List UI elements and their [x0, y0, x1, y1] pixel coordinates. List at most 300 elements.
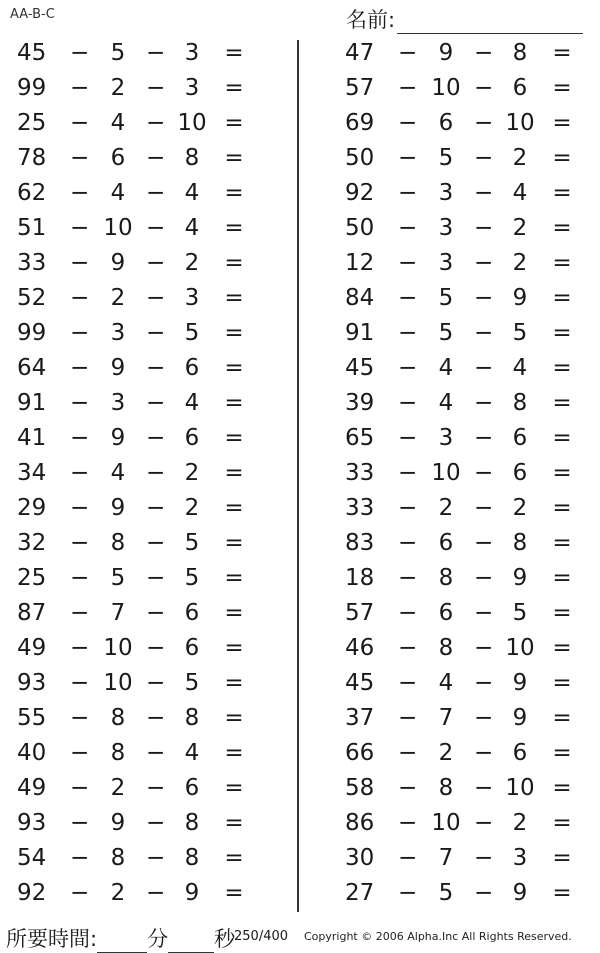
minuend: 27 — [345, 880, 375, 906]
equals-sign: = — [224, 810, 244, 836]
equals-sign: = — [224, 880, 244, 906]
second-subtrahend: 5 — [512, 320, 528, 346]
second-subtrahend: 2 — [512, 145, 528, 171]
first-subtrahend: 8 — [438, 635, 454, 661]
minuend: 99 — [17, 320, 47, 346]
minus-sign: − — [474, 110, 494, 136]
first-subtrahend: 5 — [438, 320, 454, 346]
first-subtrahend: 9 — [110, 810, 126, 836]
minuend: 99 — [17, 75, 47, 101]
left-problem-row — [0, 526, 280, 561]
right-problem-row — [328, 421, 600, 456]
second-subtrahend: 4 — [184, 740, 200, 766]
second-subtrahend: 9 — [512, 705, 528, 731]
equals-sign: = — [552, 635, 572, 661]
minus-sign: − — [398, 635, 418, 661]
minus-sign: − — [398, 145, 418, 171]
minuend: 87 — [17, 600, 47, 626]
equals-sign: = — [224, 145, 244, 171]
first-subtrahend: 10 — [103, 670, 133, 696]
equals-sign: = — [552, 145, 572, 171]
equals-sign: = — [552, 320, 572, 346]
equals-sign: = — [224, 705, 244, 731]
first-subtrahend: 6 — [438, 530, 454, 556]
second-subtrahend: 5 — [184, 565, 200, 591]
minus-sign: − — [474, 285, 494, 311]
minus-sign: − — [398, 355, 418, 381]
page-score: 250/400 — [234, 929, 289, 944]
equals-sign: = — [552, 75, 572, 101]
equals-sign: = — [552, 600, 572, 626]
minuend: 57 — [345, 600, 375, 626]
second-subtrahend: 10 — [505, 775, 535, 801]
minus-sign: − — [474, 145, 494, 171]
minuend: 57 — [345, 75, 375, 101]
minuend: 29 — [17, 495, 47, 521]
minus-sign: − — [398, 530, 418, 556]
right-problem-row — [328, 526, 600, 561]
left-problem-row — [0, 456, 280, 491]
second-subtrahend: 3 — [184, 285, 200, 311]
name-blank-line[interactable] — [397, 13, 583, 34]
minuend: 91 — [17, 390, 47, 416]
second-subtrahend: 2 — [184, 460, 200, 486]
equals-sign: = — [224, 565, 244, 591]
minuend: 50 — [345, 215, 375, 241]
equals-sign: = — [224, 425, 244, 451]
minus-sign: − — [70, 740, 90, 766]
minus-sign: − — [146, 565, 166, 591]
minuend: 84 — [345, 285, 375, 311]
minus-sign: − — [398, 740, 418, 766]
first-subtrahend: 10 — [431, 460, 461, 486]
minus-sign: − — [474, 600, 494, 626]
right-problem-row — [328, 246, 600, 281]
first-subtrahend: 10 — [431, 75, 461, 101]
second-subtrahend: 6 — [184, 635, 200, 661]
minuend: 65 — [345, 425, 375, 451]
second-subtrahend: 2 — [512, 215, 528, 241]
first-subtrahend: 5 — [438, 145, 454, 171]
minus-sign: − — [398, 705, 418, 731]
equals-sign: = — [552, 565, 572, 591]
equals-sign: = — [224, 285, 244, 311]
left-problem-row — [0, 561, 280, 596]
equals-sign: = — [552, 40, 572, 66]
minuend: 33 — [17, 250, 47, 276]
minuend: 66 — [345, 740, 375, 766]
minus-sign: − — [474, 565, 494, 591]
minuend: 33 — [345, 460, 375, 486]
first-subtrahend: 6 — [438, 110, 454, 136]
minus-sign: − — [474, 460, 494, 486]
second-subtrahend: 4 — [512, 180, 528, 206]
first-subtrahend: 5 — [110, 565, 126, 591]
second-subtrahend: 8 — [512, 390, 528, 416]
time-required — [6, 923, 235, 953]
minus-sign: − — [146, 845, 166, 871]
minus-sign: − — [398, 390, 418, 416]
equals-sign: = — [552, 495, 572, 521]
right-problem-row — [328, 631, 600, 666]
minuend: 91 — [345, 320, 375, 346]
minus-sign: − — [398, 75, 418, 101]
left-problem-row — [0, 281, 280, 316]
minuend: 47 — [345, 40, 375, 66]
minus-sign: − — [146, 250, 166, 276]
minus-sign: − — [146, 530, 166, 556]
left-problem-row — [0, 36, 280, 71]
minuend: 49 — [17, 775, 47, 801]
second-subtrahend: 9 — [184, 880, 200, 906]
minus-sign: − — [70, 705, 90, 731]
minus-sign: − — [70, 810, 90, 836]
minus-sign: − — [398, 600, 418, 626]
second-subtrahend: 6 — [512, 75, 528, 101]
minus-sign: − — [146, 285, 166, 311]
copyright-notice: Copyright © 2006 Alpha.Inc All Rights Reserved. — [304, 930, 572, 943]
minus-sign: − — [474, 320, 494, 346]
left-problem-row — [0, 71, 280, 106]
minuend: 64 — [17, 355, 47, 381]
right-problem-row — [328, 666, 600, 701]
minus-sign: − — [398, 110, 418, 136]
minus-sign: − — [474, 845, 494, 871]
right-problem-row — [328, 106, 600, 141]
minus-sign: − — [70, 320, 90, 346]
minuend: 39 — [345, 390, 375, 416]
left-problem-row — [0, 631, 280, 666]
second-subtrahend: 2 — [512, 250, 528, 276]
first-subtrahend: 5 — [438, 285, 454, 311]
minuend: 86 — [345, 810, 375, 836]
minus-sign: − — [70, 670, 90, 696]
equals-sign: = — [224, 775, 244, 801]
second-subtrahend: 5 — [184, 320, 200, 346]
worksheet-code: AA-B-C — [10, 7, 55, 22]
second-subtrahend: 4 — [512, 355, 528, 381]
minus-sign: − — [398, 880, 418, 906]
equals-sign: = — [224, 355, 244, 381]
left-problem-row — [0, 386, 280, 421]
minuend: 93 — [17, 670, 47, 696]
left-problem-row — [0, 771, 280, 806]
minus-sign: − — [398, 495, 418, 521]
first-subtrahend: 7 — [438, 845, 454, 871]
equals-sign: = — [224, 740, 244, 766]
minuend: 69 — [345, 110, 375, 136]
minus-sign: − — [146, 425, 166, 451]
second-subtrahend: 2 — [512, 495, 528, 521]
right-problem-row — [328, 806, 600, 841]
minuend: 41 — [17, 425, 47, 451]
minus-sign: − — [474, 75, 494, 101]
minus-sign: − — [146, 390, 166, 416]
minus-sign: − — [398, 775, 418, 801]
minus-sign: − — [146, 320, 166, 346]
minus-sign: − — [70, 845, 90, 871]
equals-sign: = — [552, 530, 572, 556]
minutes-unit: 分 — [147, 927, 169, 951]
equals-sign: = — [552, 250, 572, 276]
right-problem-row — [328, 771, 600, 806]
minus-sign: − — [474, 355, 494, 381]
minuend: 93 — [17, 810, 47, 836]
minus-sign: − — [474, 705, 494, 731]
equals-sign: = — [224, 390, 244, 416]
equals-sign: = — [224, 40, 244, 66]
minuend: 18 — [345, 565, 375, 591]
equals-sign: = — [552, 390, 572, 416]
minuend: 78 — [17, 145, 47, 171]
second-subtrahend: 8 — [512, 530, 528, 556]
second-subtrahend: 5 — [512, 600, 528, 626]
first-subtrahend: 4 — [438, 355, 454, 381]
minus-sign: − — [146, 180, 166, 206]
equals-sign: = — [552, 285, 572, 311]
minus-sign: − — [398, 320, 418, 346]
minus-sign: − — [70, 565, 90, 591]
second-subtrahend: 9 — [512, 670, 528, 696]
minus-sign: − — [146, 880, 166, 906]
minus-sign: − — [146, 460, 166, 486]
equals-sign: = — [552, 215, 572, 241]
first-subtrahend: 4 — [110, 460, 126, 486]
minus-sign: − — [474, 390, 494, 416]
minus-sign: − — [146, 740, 166, 766]
first-subtrahend: 4 — [438, 670, 454, 696]
right-problem-row — [328, 351, 600, 386]
equals-sign: = — [224, 670, 244, 696]
first-subtrahend: 4 — [110, 110, 126, 136]
left-problem-row — [0, 876, 280, 911]
equals-sign: = — [224, 180, 244, 206]
second-subtrahend: 6 — [184, 775, 200, 801]
first-subtrahend: 8 — [110, 845, 126, 871]
minus-sign: − — [146, 495, 166, 521]
first-subtrahend: 9 — [110, 425, 126, 451]
second-subtrahend: 3 — [512, 845, 528, 871]
minus-sign: − — [398, 40, 418, 66]
minus-sign: − — [398, 810, 418, 836]
equals-sign: = — [552, 705, 572, 731]
minutes-blank[interactable] — [97, 930, 147, 953]
minus-sign: − — [474, 425, 494, 451]
left-problem-row — [0, 491, 280, 526]
equals-sign: = — [552, 775, 572, 801]
minus-sign: − — [146, 355, 166, 381]
equals-sign: = — [224, 250, 244, 276]
right-problem-row — [328, 141, 600, 176]
equals-sign: = — [552, 670, 572, 696]
minus-sign: − — [70, 250, 90, 276]
equals-sign: = — [552, 355, 572, 381]
equals-sign: = — [552, 180, 572, 206]
first-subtrahend: 2 — [110, 75, 126, 101]
second-subtrahend: 6 — [184, 355, 200, 381]
minus-sign: − — [70, 40, 90, 66]
left-problem-row — [0, 736, 280, 771]
column-divider — [297, 40, 299, 912]
first-subtrahend: 9 — [110, 495, 126, 521]
minus-sign: − — [70, 145, 90, 171]
minus-sign: − — [146, 600, 166, 626]
first-subtrahend: 2 — [110, 775, 126, 801]
minus-sign: − — [146, 40, 166, 66]
minus-sign: − — [398, 670, 418, 696]
first-subtrahend: 7 — [110, 600, 126, 626]
second-subtrahend: 9 — [512, 880, 528, 906]
right-problem-row — [328, 211, 600, 246]
first-subtrahend: 9 — [110, 355, 126, 381]
equals-sign: = — [224, 215, 244, 241]
second-subtrahend: 2 — [512, 810, 528, 836]
minus-sign: − — [474, 495, 494, 521]
equals-sign: = — [552, 740, 572, 766]
minus-sign: − — [474, 775, 494, 801]
minus-sign: − — [70, 600, 90, 626]
second-subtrahend: 5 — [184, 670, 200, 696]
second-subtrahend: 2 — [184, 250, 200, 276]
first-subtrahend: 6 — [110, 145, 126, 171]
left-problem-row — [0, 211, 280, 246]
equals-sign: = — [224, 845, 244, 871]
second-subtrahend: 8 — [184, 145, 200, 171]
minus-sign: − — [398, 460, 418, 486]
left-problem-row — [0, 176, 280, 211]
first-subtrahend: 10 — [431, 810, 461, 836]
first-subtrahend: 10 — [103, 635, 133, 661]
footer — [6, 923, 596, 949]
minus-sign: − — [398, 250, 418, 276]
minus-sign: − — [474, 530, 494, 556]
second-subtrahend: 10 — [177, 110, 207, 136]
first-subtrahend: 8 — [110, 530, 126, 556]
equals-sign: = — [224, 460, 244, 486]
equals-sign: = — [224, 600, 244, 626]
minuend: 54 — [17, 845, 47, 871]
equals-sign: = — [224, 495, 244, 521]
first-subtrahend: 2 — [110, 880, 126, 906]
second-subtrahend: 9 — [512, 285, 528, 311]
minus-sign: − — [398, 180, 418, 206]
minuend: 62 — [17, 180, 47, 206]
first-subtrahend: 8 — [438, 775, 454, 801]
minuend: 45 — [345, 355, 375, 381]
equals-sign: = — [224, 635, 244, 661]
minus-sign: − — [70, 495, 90, 521]
first-subtrahend: 8 — [110, 705, 126, 731]
first-subtrahend: 5 — [110, 40, 126, 66]
minuend: 83 — [345, 530, 375, 556]
minuend: 92 — [17, 880, 47, 906]
second-subtrahend: 8 — [184, 810, 200, 836]
minus-sign: − — [474, 250, 494, 276]
minus-sign: − — [70, 110, 90, 136]
seconds-unit: 秒 — [214, 927, 236, 951]
second-subtrahend: 6 — [512, 740, 528, 766]
minuend: 25 — [17, 565, 47, 591]
minuend: 12 — [345, 250, 375, 276]
minuend: 40 — [17, 740, 47, 766]
equals-sign: = — [552, 460, 572, 486]
minus-sign: − — [474, 180, 494, 206]
left-problem-row — [0, 421, 280, 456]
left-problem-row — [0, 351, 280, 386]
first-subtrahend: 2 — [438, 740, 454, 766]
time-label: 所要時間: — [6, 927, 98, 951]
right-problem-row — [328, 36, 600, 71]
right-problem-row — [328, 701, 600, 736]
second-subtrahend: 9 — [512, 565, 528, 591]
right-problem-row — [328, 71, 600, 106]
left-problem-row — [0, 316, 280, 351]
minus-sign: − — [474, 810, 494, 836]
first-subtrahend: 8 — [438, 565, 454, 591]
seconds-blank[interactable] — [168, 930, 214, 953]
minus-sign: − — [398, 845, 418, 871]
right-problem-row — [328, 386, 600, 421]
equals-sign: = — [552, 880, 572, 906]
minus-sign: − — [398, 285, 418, 311]
second-subtrahend: 3 — [184, 75, 200, 101]
minuend: 58 — [345, 775, 375, 801]
first-subtrahend: 3 — [438, 215, 454, 241]
minus-sign: − — [70, 880, 90, 906]
minus-sign: − — [146, 775, 166, 801]
minus-sign: − — [70, 390, 90, 416]
first-subtrahend: 6 — [438, 600, 454, 626]
minus-sign: − — [146, 810, 166, 836]
minuend: 37 — [345, 705, 375, 731]
minus-sign: − — [70, 460, 90, 486]
right-problem-row — [328, 281, 600, 316]
minus-sign: − — [70, 75, 90, 101]
right-problem-row — [328, 736, 600, 771]
equals-sign: = — [224, 75, 244, 101]
right-problem-row — [328, 561, 600, 596]
minuend: 34 — [17, 460, 47, 486]
second-subtrahend: 5 — [184, 530, 200, 556]
second-subtrahend: 4 — [184, 390, 200, 416]
minus-sign: − — [70, 425, 90, 451]
second-subtrahend: 3 — [184, 40, 200, 66]
equals-sign: = — [224, 530, 244, 556]
minus-sign: − — [146, 705, 166, 731]
first-subtrahend: 2 — [438, 495, 454, 521]
minus-sign: − — [70, 635, 90, 661]
first-subtrahend: 8 — [110, 740, 126, 766]
left-problem-row — [0, 806, 280, 841]
minuend: 32 — [17, 530, 47, 556]
minuend: 45 — [345, 670, 375, 696]
first-subtrahend: 4 — [110, 180, 126, 206]
minus-sign: − — [146, 215, 166, 241]
second-subtrahend: 6 — [512, 460, 528, 486]
minus-sign: − — [70, 285, 90, 311]
equals-sign: = — [552, 425, 572, 451]
minus-sign: − — [474, 740, 494, 766]
left-problem-row — [0, 246, 280, 281]
minus-sign: − — [146, 75, 166, 101]
minuend: 50 — [345, 145, 375, 171]
second-subtrahend: 4 — [184, 180, 200, 206]
minus-sign: − — [70, 180, 90, 206]
minuend: 30 — [345, 845, 375, 871]
left-problem-row — [0, 596, 280, 631]
right-problem-row — [328, 456, 600, 491]
name-field[interactable] — [346, 4, 583, 34]
